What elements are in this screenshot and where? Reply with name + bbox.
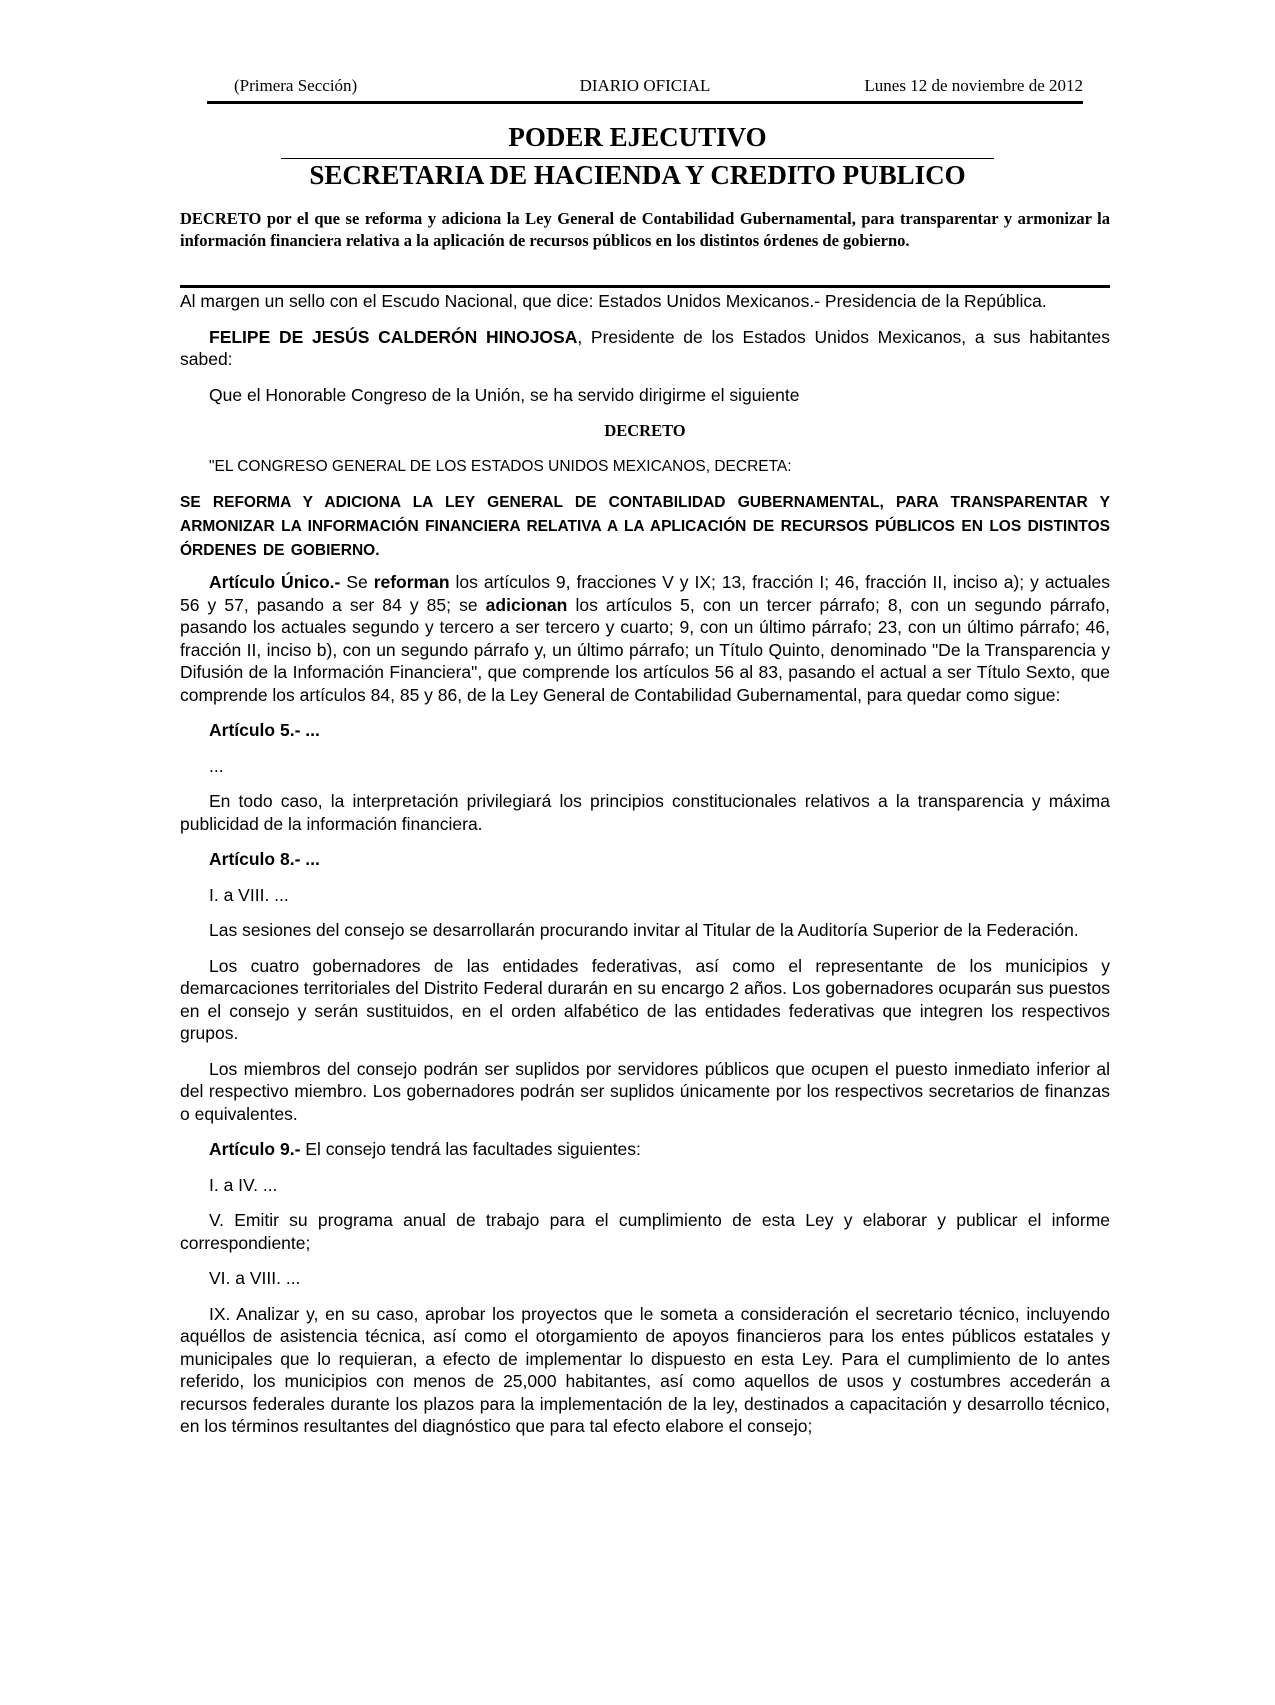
paragraph-president <box>180 326 1110 371</box>
articulo-9-label: Artículo 9.- <box>209 1139 301 1159</box>
header-date: Lunes 12 de noviembre de 2012 <box>864 76 1083 95</box>
president-text: , Presidente de los Estados Unidos Mexicanos, a sus habitantes sabed: <box>180 326 1111 369</box>
president-name: FELIPE DE JESÚS CALDERÓN HINOJOSA <box>209 326 578 347</box>
ellipsis-line: ... <box>209 755 224 776</box>
adicionan-word: adicionan <box>485 594 568 615</box>
header-section: (Primera Sección) <box>234 76 358 95</box>
paragraph-miembros: Los miembros del consejo podrán ser suplidos por servidores públicos que ocupen el puesto inmediato inferior al del respectivo miembro. Los gobernadores podrán ser suplidos únicamente por los respectivos secretarios de finanzas o equivalentes. <box>180 1058 1110 1124</box>
paragraph-reform-title: SE REFORMA Y ADICIONA LA LEY GENERAL DE CONTABILIDAD GUBERNAMENTAL, PARA TRANSPARENTAR Y ARMONIZAR LA INFORMACIÓN FINANCIERA RELATIVA A LA APLICACIÓN DE RECURSOS PÚBLICOS EN LOS DISTINTOS ÓRDENES DE GOBIERNO. <box>180 494 1110 559</box>
articulo-5-label: Artículo 5.- ... <box>209 720 320 740</box>
fraccion-v: V. Emitir su programa anual de trabajo para el cumplimiento de esta Ley y elaborar y publicar el informe correspondiente; <box>180 1210 1110 1253</box>
fraccion-vi-viii: VI. a VIII. ... <box>209 1268 301 1288</box>
heading-rule <box>180 285 1110 288</box>
fraccion-i-iv: I. a IV. ... <box>209 1174 278 1195</box>
header-publication: DIARIO OFICIAL <box>579 76 711 95</box>
decreto-heading <box>180 419 1110 443</box>
paragraph-articulo-9 <box>180 1138 1110 1161</box>
reforman-word: reforman <box>373 572 450 592</box>
articulo-unico-text-2: los artículos 9, fracciones V y IX; 13, fracción I; 46, fracción II, inciso a); y actuales 56 y 57, pasando a ser 84 y 85; se <box>180 572 1110 615</box>
decree-heading <box>180 208 1110 252</box>
paragraph-articulo-unico <box>180 571 1110 706</box>
decreto-word: DECRETO <box>604 421 686 440</box>
title-secretaria: SECRETARIA DE HACIENDA Y CREDITO PUBLICO <box>309 160 966 190</box>
paragraph-congress: Que el Honorable Congreso de la Unión, se ha servido dirigirme el siguiente <box>209 384 800 405</box>
articulo-unico-label: Artículo Único.- <box>209 572 341 592</box>
title-poder-ejecutivo: PODER EJECUTIVO <box>508 122 767 152</box>
fraccion-ix: IX. Analizar y, en su caso, aprobar los proyectos que le someta a consideración el secretario técnico, incluyendo aquéllos de asistencia técnica, así como el otorgamiento de apoyos financieros para los entes públicos estatales y municipales que lo requieran, a efecto de implementar lo dispuesto en esta Ley. Para el cumplimiento de lo antes referido, los municipios con menos de 25,000 habitantes, así como aquellos de usos y costumbres accederán a recursos federales durante los plazos para la implementación de la ley, destinados a capacitación y desarrollo técnico, en los términos resultantes del diagnóstico que para tal efecto elabore el consejo; <box>180 1303 1110 1436</box>
paragraph-seal: Al margen un sello con el Escudo Nacional, que dice: Estados Unidos Mexicanos.- Presidencia de la República. <box>180 291 1047 311</box>
paragraph-gobernadores: Los cuatro gobernadores de las entidades federativas, así como el representante de los municipios y demarcaciones territoriales del Distrito Federal durarán en su encargo 2 años. Los gobernadores ocuparán sus puestos en el consejo y serán sustituidos, en el orden alfabético de las entidades federativas que integren los respectivos grupos. <box>180 955 1110 1043</box>
articulo-9-text: El consejo tendrá las facultades siguientes: <box>300 1139 641 1159</box>
decree-heading-text: por el que se reforma y adiciona la Ley General de Contabilidad Gubernamental, para transparentar y armonizar la información financiera relativa a la aplicación de recursos públicos en los distintos órdenes de gobierno. <box>180 209 1110 250</box>
articulo-8-label: Artículo 8.- ... <box>209 849 320 869</box>
articulo-unico-text-3: los artículos 5, con un tercer párrafo; 8, con un segundo párrafo, pasando los actuales segundo y tercero a ser tercero y cuarto; 9, con un último párrafo; 23, con un último párrafo; 46, fracción II, inciso b), con un segundo párrafo y, un último párrafo; un Título Quinto, denominado "De la Transparencia y Difusión de la Información Financiera", que comprende los artículos 56 al 83, pasando el actual a ser Título Sexto, que comprende los artículos 84, 85 y 86, de la Ley General de Contabilidad Gubernamental, para quedar como sigue: <box>180 594 1110 705</box>
page-header <box>207 76 1083 102</box>
header-rule <box>207 101 1083 104</box>
paragraph-interpretacion: En todo caso, la interpretación privilegiará los principios constitucionales relativos a la transparencia y máxima publicidad de la información financiera. <box>180 791 1110 834</box>
title-underline <box>281 158 994 159</box>
paragraph-decreta: "EL CONGRESO GENERAL DE LOS ESTADOS UNIDOS MEXICANOS, DECRETA: <box>209 457 792 475</box>
paragraph-sesiones: Las sesiones del consejo se desarrollarán procurando invitar al Titular de la Auditoría Superior de la Federación. <box>209 920 1079 940</box>
fraccion-i-viii: I. a VIII. ... <box>209 884 289 905</box>
articulo-unico-text-1: Se <box>340 572 374 592</box>
document-body <box>180 290 1110 1451</box>
decree-heading-lead: DECRETO <box>180 209 262 228</box>
